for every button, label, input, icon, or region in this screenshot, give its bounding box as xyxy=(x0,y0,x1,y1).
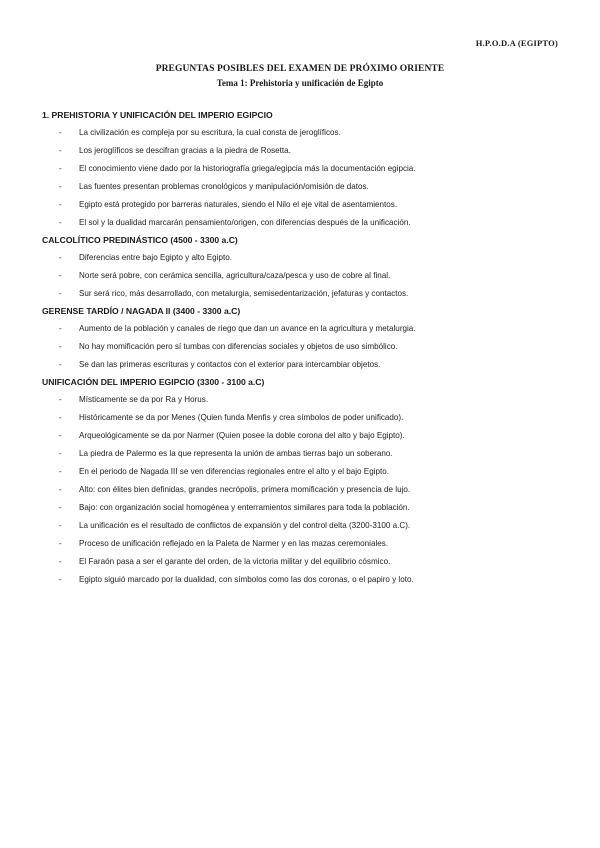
list-item-text: El conocimiento viene dado por la historiografía griega/egipcia más la documentación egipcia. xyxy=(79,164,416,173)
dash-bullet: - xyxy=(59,485,62,494)
list-item-text: Egipto está protegido por barreras naturales, siendo el Nilo el eje vital de asentamientos. xyxy=(79,200,398,209)
list-item xyxy=(42,481,562,499)
dash-bullet: - xyxy=(59,218,62,227)
dash-bullet: - xyxy=(59,557,62,566)
dash-bullet: - xyxy=(59,575,62,584)
list-item xyxy=(42,463,562,481)
list-item xyxy=(42,249,562,267)
list-item-text: Diferencias entre bajo Egipto y alto Egipto. xyxy=(79,253,232,262)
list-item xyxy=(42,445,562,463)
list-item-text: Los jeroglíficos se descifran gracias a la piedra de Rosetta. xyxy=(79,146,291,155)
dash-bullet: - xyxy=(59,200,62,209)
bullet-list xyxy=(42,320,562,374)
dash-bullet: - xyxy=(59,467,62,476)
list-item xyxy=(42,535,562,553)
list-item-text: En el periodo de Nagada III se ven diferencias regionales entre el alto y el bajo Egipto. xyxy=(79,467,390,476)
list-item-text: Místicamente se da por Ra y Horus. xyxy=(79,395,209,404)
dash-bullet: - xyxy=(59,539,62,548)
dash-bullet: - xyxy=(59,253,62,262)
dash-bullet: - xyxy=(59,431,62,440)
bullet-list xyxy=(42,124,562,232)
list-item-text: Bajo: con organización social homogénea y enterramientos similares para toda la población. xyxy=(79,503,410,512)
list-item xyxy=(42,409,562,427)
list-item-text: Alto: con élites bien definidas, grandes necrópolis, primera momificación y presencia de lujo. xyxy=(79,485,411,494)
list-item-text: Egipto siguió marcado por la dualidad, con símbolos como las dos coronas, o el papiro y loto. xyxy=(79,575,414,584)
dash-bullet: - xyxy=(59,395,62,404)
list-item xyxy=(42,517,562,535)
list-item xyxy=(42,214,562,232)
list-item-text: La unificación es el resultado de conflictos de expansión y del control delta (3200-3100 a.C). xyxy=(79,521,411,530)
list-item-text: Sur será rico, más desarrollado, con metalurgia, semisedentarización, jefaturas y contactos. xyxy=(79,289,409,298)
list-item xyxy=(42,160,562,178)
bullet-list xyxy=(42,249,562,303)
list-item xyxy=(42,285,562,303)
document-subtitle: Tema 1: Prehistoria y unificación de Egipto xyxy=(216,78,384,88)
list-item xyxy=(42,571,562,589)
list-item xyxy=(42,142,562,160)
dash-bullet: - xyxy=(59,521,62,530)
section-title: UNIFICACIÓN DEL IMPERIO EGIPCIO (3300 - 3100 a.C) xyxy=(42,377,265,387)
dash-bullet: - xyxy=(59,360,62,369)
section-title: GERENSE TARDÍO / NAGADA II (3400 - 3300 a.C) xyxy=(42,306,241,316)
dash-bullet: - xyxy=(59,128,62,137)
list-item-text: Norte será pobre, con cerámica sencilla, agricultura/caza/pesca y uso de cobre al final. xyxy=(79,271,391,280)
dash-bullet: - xyxy=(59,324,62,333)
list-item-text: Proceso de unificación reflejado en la Paleta de Narmer y en las mazas ceremoniales. xyxy=(79,539,389,548)
list-item xyxy=(42,320,562,338)
list-item-text: Aumento de la población y canales de riego que dan un avance en la agricultura y metalurgia. xyxy=(79,324,416,333)
list-item xyxy=(42,124,562,142)
list-item xyxy=(42,196,562,214)
header-tag: H.P.O.D.A (EGIPTO) xyxy=(475,38,558,48)
dash-bullet: - xyxy=(59,289,62,298)
section-unificacion xyxy=(42,374,562,589)
section-prehistoria xyxy=(42,107,562,232)
list-item xyxy=(42,499,562,517)
list-item-text: Históricamente se da por Menes (Quien funda Menfis y crea símbolos de poder unificado). xyxy=(79,413,404,422)
list-item xyxy=(42,267,562,285)
section-title: 1. PREHISTORIA Y UNIFICACIÓN DEL IMPERIO EGIPCIO xyxy=(42,110,273,120)
list-item-text: Las fuentes presentan problemas cronológicos y manipulación/omisión de datos. xyxy=(79,182,369,191)
list-item xyxy=(42,356,562,374)
list-item-text: La civilización es compleja por su escritura, la cual consta de jeroglíficos. xyxy=(79,128,341,137)
document-title: PREGUNTAS POSIBLES DEL EXAMEN DE PRÓXIMO ORIENTE xyxy=(155,64,445,74)
dash-bullet: - xyxy=(59,342,62,351)
section-title: CALCOLÍTICO PREDINÁSTICO (4500 - 3300 a.C) xyxy=(42,235,238,245)
dash-bullet: - xyxy=(59,146,62,155)
list-item-text: Arqueológicamente se da por Narmer (Quien posee la doble corona del alto y bajo Egipto). xyxy=(79,431,405,440)
list-item-text: Se dan las primeras escrituras y contactos con el exterior para intercambiar objetos. xyxy=(79,360,381,369)
dash-bullet: - xyxy=(59,182,62,191)
dash-bullet: - xyxy=(59,164,62,173)
section-gerense xyxy=(42,303,562,374)
document-content xyxy=(42,107,562,589)
list-item xyxy=(42,427,562,445)
list-item xyxy=(42,553,562,571)
dash-bullet: - xyxy=(59,271,62,280)
dash-bullet: - xyxy=(59,449,62,458)
list-item xyxy=(42,338,562,356)
list-item-text: El sol y la dualidad marcarán pensamiento/origen, con diferencias después de la unificación. xyxy=(79,218,411,227)
list-item xyxy=(42,178,562,196)
dash-bullet: - xyxy=(59,413,62,422)
list-item xyxy=(42,391,562,409)
list-item-text: No hay momificación pero sí tumbas con diferencias sociales y objetos de uso simbólico. xyxy=(79,342,398,351)
list-item-text: El Faraón pasa a ser el garante del orden, de la victoria militar y del equilibrio cósmico. xyxy=(79,557,391,566)
section-calcolitico xyxy=(42,232,562,303)
list-item-text: La piedra de Palermo es la que representa la unión de ambas tierras bajo un soberano. xyxy=(79,449,393,458)
dash-bullet: - xyxy=(59,503,62,512)
bullet-list xyxy=(42,391,562,589)
